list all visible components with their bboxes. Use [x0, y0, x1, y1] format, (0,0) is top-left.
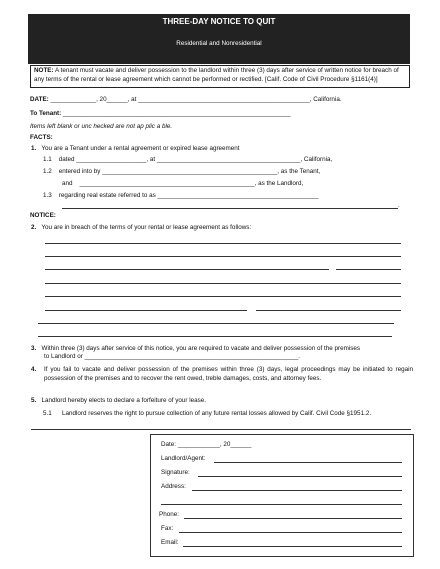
item-4: [31, 366, 413, 383]
item-3: [31, 345, 360, 353]
landlord-party-blank[interactable]: __________________________________________________: [79, 180, 255, 187]
note-text: A tenant must vacate and deliver possession to the landlord within three (3) days after service of written notice for breach of any terms of the rental or lease agreement which cannot be performed or rectified. [Calif. Code of Civil Procedure §1161(4)]: [34, 67, 399, 83]
breach-line[interactable]: [45, 310, 247, 311]
breach-line[interactable]: [45, 256, 401, 257]
item-3-cont: [44, 353, 300, 361]
breach-line[interactable]: [45, 243, 401, 244]
address-label: Address:: [161, 483, 186, 490]
item-5-1-text: Landlord reserves the right to pursue collection of any future rental losses allowed by Calif. Civil Code §1951.2.: [62, 410, 372, 417]
phone-label: Phone:: [159, 511, 179, 518]
fact-item-1: [31, 145, 240, 153]
sig-date-label: Date:: [161, 441, 177, 448]
date-at: , at: [127, 96, 137, 103]
signature-label: Signature:: [161, 469, 190, 476]
header-bar: [28, 14, 410, 64]
note-box: [30, 65, 410, 88]
agreement-date-blank[interactable]: ____________________: [76, 156, 147, 163]
year-blank[interactable]: ______: [106, 96, 128, 103]
real-estate-label: regarding real estate referred to as: [58, 192, 156, 199]
alternate-recipient-blank[interactable]: _____________________________________________________________: [84, 353, 299, 360]
sig-date-twenty: , 20: [219, 441, 231, 448]
fact-sub-1-2-cont: [62, 180, 303, 188]
landlord-agent-label: Landlord/Agent:: [161, 455, 206, 462]
sub-number: 1.2: [43, 168, 52, 175]
fact-sub-1-1: [43, 156, 332, 164]
date-label: DATE:: [30, 96, 49, 103]
fact-sub-1-3: [43, 192, 319, 200]
item-number: 3.: [31, 345, 37, 352]
fact-1-text: You are a Tenant under a rental agreement or expired lease agreement: [41, 145, 240, 152]
real-estate-blank[interactable]: ______________________________________________: [157, 192, 319, 199]
breach-line[interactable]: [45, 283, 401, 284]
tenant-party-blank[interactable]: __________________________________________________: [102, 168, 278, 175]
date-line: [30, 96, 342, 104]
document-subtitle: Residential and Nonresidential: [176, 40, 262, 47]
notice-heading: NOTICE:: [30, 212, 56, 219]
breach-line[interactable]: [256, 310, 401, 311]
tenant-name-blank[interactable]: _________________________________________________________________: [63, 110, 291, 117]
signature-line[interactable]: [198, 476, 402, 477]
entered-label: entered into by: [58, 168, 101, 175]
fax-label: Fax:: [161, 525, 174, 532]
item-number: 4.: [31, 366, 37, 373]
item-3-line-1: Within three (3) days after service of this notice, you are required to vacate and deliver possession of the premises: [41, 345, 361, 352]
date-twenty: , 20: [96, 96, 107, 103]
date-state: , California.: [309, 96, 342, 103]
to-tenant-label: To Tenant:: [30, 110, 62, 117]
tenant-role: , as the Tenant,: [277, 168, 321, 175]
location-blank[interactable]: _________________________________________________: [138, 96, 310, 103]
landlord-role: , as the Landlord,: [254, 180, 304, 187]
notice-2-text: You are in breach of the terms of your rental or lease agreement as follows:: [41, 224, 252, 231]
item-5-1: [43, 410, 413, 419]
breach-line[interactable]: [336, 269, 401, 270]
sub-number: 1.3: [43, 192, 52, 199]
period: .: [298, 353, 300, 360]
address-line-1[interactable]: [192, 490, 402, 491]
facts-heading: FACTS:: [30, 134, 53, 141]
real-estate-cont-line[interactable]: [62, 208, 398, 209]
to-tenant-line: [30, 110, 291, 118]
sig-year-blank[interactable]: ______: [230, 441, 252, 448]
email-line[interactable]: [183, 546, 402, 547]
sub-number: 1.1: [43, 156, 52, 163]
at-label: , at: [146, 156, 156, 163]
item-3-line-2: to Landlord or: [44, 353, 83, 360]
section-divider: [31, 429, 411, 430]
item-number: 2.: [31, 224, 37, 231]
signature-box: [150, 434, 414, 557]
breach-line[interactable]: [45, 296, 401, 297]
breach-line[interactable]: [45, 269, 329, 270]
dated-label: dated: [58, 156, 75, 163]
item-number: 5.: [31, 397, 37, 404]
breach-line[interactable]: [38, 336, 392, 337]
item-5: [31, 397, 206, 405]
agreement-location-blank[interactable]: _________________________________________: [156, 156, 301, 163]
sig-date-blank[interactable]: ____________: [177, 441, 220, 448]
state-label: , California,: [300, 156, 333, 163]
breach-line[interactable]: [38, 323, 394, 324]
date-blank[interactable]: _____________: [50, 96, 97, 103]
document-title: THREE-DAY NOTICE TO QUIT: [162, 17, 276, 26]
fax-line[interactable]: [179, 532, 402, 533]
and-label: and: [62, 180, 73, 187]
item-4-text: If you fail to vacate and deliver possession of the premises within three (3) days, legal proceedings may be initiated to regain possession of the premises and to recover the rent owed, treble damages, costs, and attorney fees.: [44, 366, 413, 382]
landlord-agent-line[interactable]: [214, 462, 402, 463]
phone-line[interactable]: [184, 518, 402, 519]
address-line-2[interactable]: [161, 504, 402, 505]
notice-item-2: [31, 224, 251, 232]
item-number: 1.: [31, 145, 37, 152]
note-label: NOTE:: [34, 67, 54, 74]
fact-sub-1-2: [43, 168, 320, 176]
sub-number: 5.1: [43, 410, 52, 417]
period: .: [398, 202, 400, 209]
instructions: Items left blank or unc hecked are not ap plic a ble.: [30, 123, 173, 130]
item-5-text: Landlord hereby elects to declare a forfeiture of your lease.: [41, 397, 207, 404]
email-label: Email:: [161, 539, 179, 546]
sig-date-line: [161, 441, 251, 449]
